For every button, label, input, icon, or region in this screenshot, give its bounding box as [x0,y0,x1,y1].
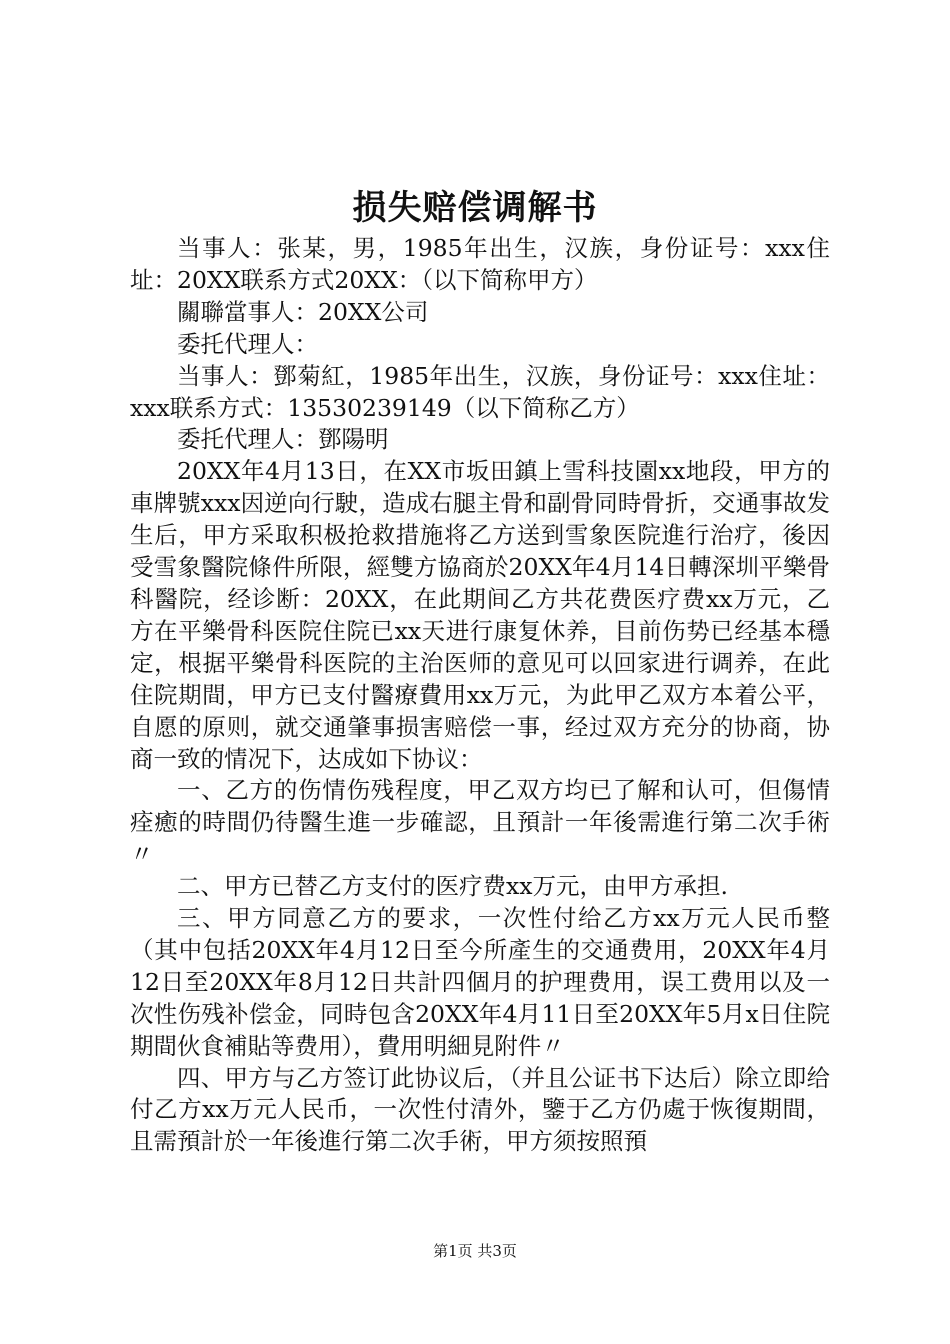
clause-1-paragraph: 一、乙方的伤情伤残程度，甲乙双方均已了解和认可，但傷情痊癒的時間仍待醫生進一步確認，且預計一年後需進行第二次手術〃 [130,776,830,869]
party-b-paragraph: 当事人：鄧菊紅，1985年出生，汉族，身份证号：xxx住址：xxx联系方式：13530239149（以下简称乙方） [130,361,830,422]
agent-a-paragraph: 委托代理人： [177,329,318,358]
page-footer: 第1页 共3页 [433,1242,517,1260]
document-body [130,233,830,1158]
clause-2-paragraph: 二、甲方已替乙方支付的医疗费xx万元，由甲方承担. [177,872,728,901]
agent-b-paragraph: 委托代理人：鄧陽明 [177,425,389,454]
related-party-paragraph: 關聯當事人：20XX公司 [177,297,429,326]
clause-4-paragraph: 四、甲方与乙方签订此协议后，（并且公证书下达后）除立即给付乙方xx万元人民币，一次性付清外，鑒于乙方仍處于恢復期間，且需預計於一年後進行第二次手術，甲方须按照預 [130,1063,830,1156]
incident-paragraph: 20XX年4月13日，在XX市坂田鎮上雪科技園xx地段，甲方的車牌號xxx因逆向行駛，造成右腿主骨和副骨同時骨折，交通事故发生后，甲方采取积极抢救措施将乙方送到雪象医院進行治疗，後因受雪象醫院條件所限，經雙方協商於20XX年4月14日轉深圳平樂骨科醫院，经诊断：20XX，在此期间乙方共花费医疗费xx万元，乙方在平樂骨科医院住院已xx天进行康复休养，目前伤势已经基本穩定，根据平樂骨科医院的主治医师的意见可以回家进行调养，在此住院期間，甲方已支付醫療費用xx万元，为此甲乙双方本着公平，自愿的原则，就交通肇事损害赔偿一事，经过双方充分的协商，协商一致的情况下，达成如下协议： [130,457,830,773]
document-title: 损失赔偿调解书 [352,188,598,228]
clause-3-paragraph: 三、甲方同意乙方的要求，一次性付给乙方xx万元人民币整（其中包括20XX年4月12日至今所產生的交通费用，20XX年4月12日至20XX年8月12日共計四個月的护理费用，误工费用以及一次性伤残补偿金，同時包含20XX年4月11日至20XX年5月x日住院期間伙食補貼等费用），費用明細見附件〃 [130,904,830,1060]
party-a-paragraph: 当事人：张某，男，1985年出生，汉族，身份证号：xxx住址：20XX联系方式20XX：（以下简称甲方） [130,234,830,294]
